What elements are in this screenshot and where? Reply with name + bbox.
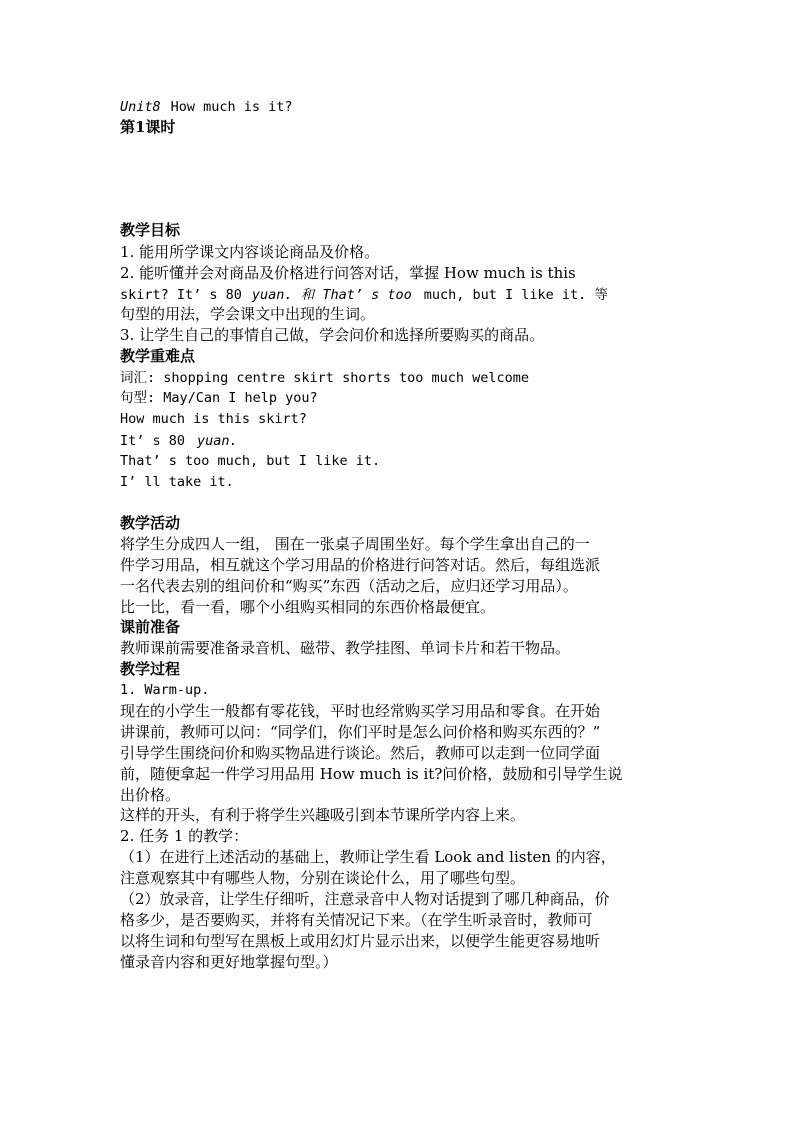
step-2-b-line-4: 懂录音内容和更好地掌握句型。）	[120, 953, 338, 971]
step-1-line-2: 讲课前，教师可以问：“同学们，你们平时是怎么问价格和购买东西的？”	[120, 723, 601, 741]
prep-heading: 课前准备	[120, 618, 181, 636]
pattern-line-5: I’ ll take it.	[120, 474, 234, 490]
activity-line-1: 将学生分成四人一组， 围在一张桌子周围坐好。每个学生拿出自己的一	[120, 535, 590, 553]
step-2-b-line-3: 以将生词和句型写在黑板上或用幻灯片显示出来，以便学生能更容易地听	[120, 932, 601, 950]
objectives-heading: 教学目标	[120, 221, 181, 239]
objective-2-line2: skirt? It’ s 80 yuan. 和 That’ s too much, but I like it. 等	[120, 287, 608, 303]
pattern-line-4: That’ s too much, but I like it.	[120, 453, 381, 469]
objective-2-line3: 句型的用法，学会课文中出现的生词。	[120, 305, 376, 323]
step-2-a-line-1: （1）在进行上述活动的基础上，教师让学生看 Look and listen 的内容，	[120, 848, 616, 866]
process-heading: 教学过程	[120, 660, 181, 678]
pattern-line-3: It’ s 80 yuan.	[120, 433, 238, 449]
step-2-b-line-2: 格多少，是否要购买，并将有关情况记下来。（在学生听录音时，教师可	[120, 911, 593, 929]
lesson-label: 第1课时	[120, 118, 176, 136]
step-1-line-3: 引导学生围绕问价和购买物品进行谈论。然后，教师可以走到一位同学面	[120, 744, 601, 762]
unit-title-line	[120, 96, 293, 117]
unit-title: How much is it?	[170, 99, 293, 115]
step-1-line-6: 这样的开头，有利于将学生兴趣吸引到本节课所学内容上来。	[120, 806, 526, 824]
activity-line-4: 比一比，看一看，哪个小组购买相同的东西价格最便宜。	[120, 598, 496, 616]
unit-label: Unit8	[120, 99, 161, 115]
step-1-line-5: 出价格。	[120, 786, 181, 804]
activity-heading: 教学活动	[120, 514, 181, 532]
prep-line-1: 教师课前需要准备录音机、磁带、教学挂图、单词卡片和若干物品。	[120, 639, 571, 657]
step-2-b-line-1: （2）放录音，让学生仔细听，注意录音中人物对话提到了哪几种商品，价	[120, 890, 610, 908]
activity-line-3: 一名代表去别的组问价和“购买”东西（活动之后，应归还学习用品）。	[120, 577, 578, 595]
step-1-line-4: 前，随便拿起一件学习用品用 How much is it?问价格，鼓励和引导学生说	[120, 765, 623, 783]
step-1-title: 1. Warm-up.	[120, 682, 210, 698]
step-2-a-line-2: 注意观察其中有哪些人物，分别在谈论什么，用了哪些句型。	[120, 869, 526, 887]
pattern-line-1: 句型: May/Can I help you?	[120, 390, 318, 406]
activity-line-2: 件学习用品，相互就这个学习用品的价格进行问答对话。然后，每组选派	[120, 556, 601, 574]
step-1-line-1: 现在的小学生一般都有零花钱，平时也经常购买学习用品和零食。在开始	[120, 702, 601, 720]
vocabulary-line: 词汇: shopping centre skirt shorts too much welcome	[120, 370, 530, 386]
objective-3: 3. 让学生自己的事情自己做，学会问价和选择所要购买的商品。	[120, 326, 545, 344]
objective-2-line1: 2. 能听懂并会对商品及价格进行问答对话，掌握 How much is this	[120, 264, 576, 282]
objective-1: 1. 能用所学课文内容谈论商品及价格。	[120, 243, 380, 261]
pattern-line-2: How much is this skirt?	[120, 411, 307, 427]
key-points-heading: 教学重难点	[120, 347, 196, 365]
step-2-title: 2. 任务 1 的教学：	[120, 827, 249, 845]
